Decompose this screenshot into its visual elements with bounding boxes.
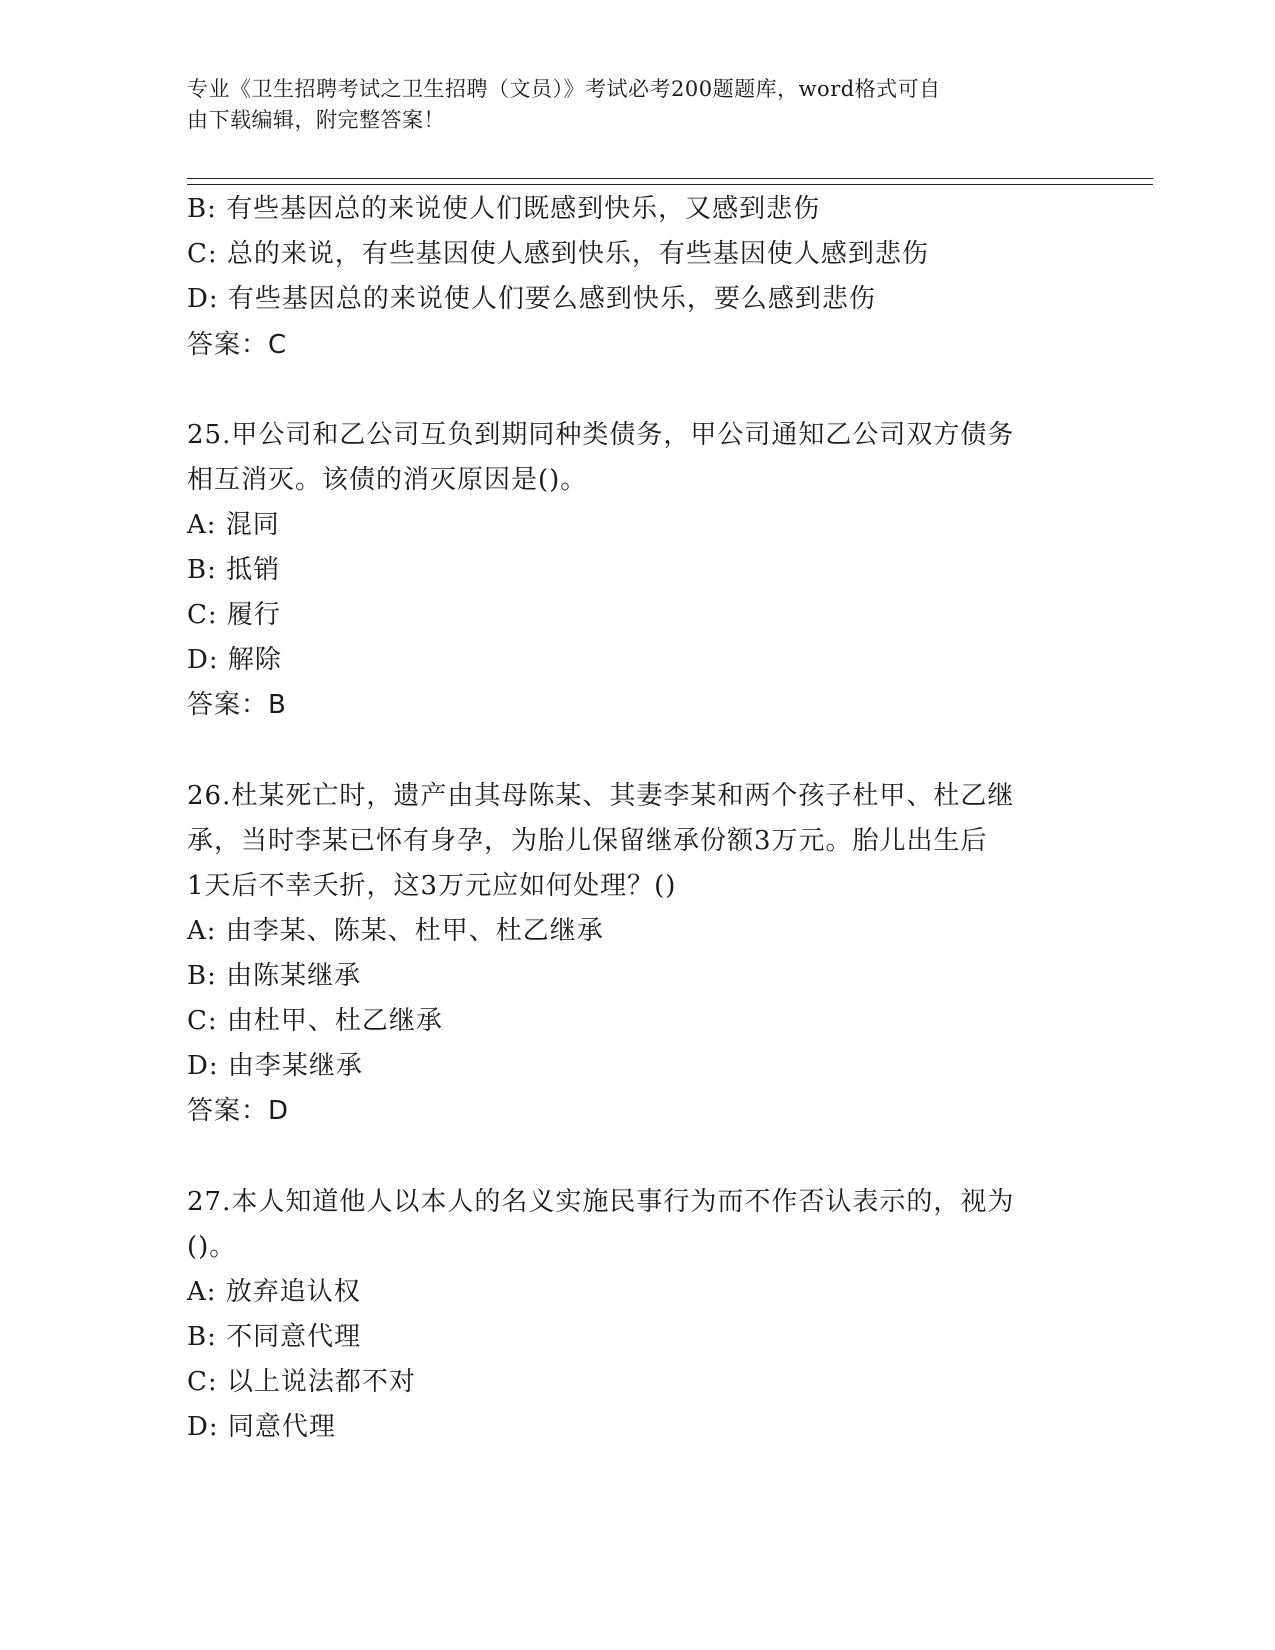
q24-option-d: D: 有些基因总的来说使人们要么感到快乐，要么感到悲伤 xyxy=(187,284,876,314)
q27-option-d: D: 同意代理 xyxy=(187,1412,336,1442)
q24-option-b: B: 有些基因总的来说使人们既感到快乐，又感到悲伤 xyxy=(187,194,821,224)
header-line-1: 专业《卫生招聘考试之卫生招聘（文员）》考试必考200题题库，word格式可自 xyxy=(187,77,941,101)
q25-option-b: B: 抵销 xyxy=(187,555,281,585)
document-header xyxy=(187,74,1067,136)
q26-stem-line-2: 承，当时李某已怀有身孕，为胎儿保留继承份额3万元。胎儿出生后 xyxy=(187,826,988,856)
q26-answer: 答案：D xyxy=(187,1096,290,1126)
header-divider-bottom xyxy=(187,184,1153,185)
q26-stem-line-1: 26.杜某死亡时，遗产由其母陈某、其妻李某和两个孩子杜甲、杜乙继 xyxy=(187,781,1015,811)
q27-option-c: C: 以上说法都不对 xyxy=(187,1367,416,1397)
q27-stem-line-2: ()。 xyxy=(187,1232,237,1262)
q25-option-c: C: 履行 xyxy=(187,600,281,630)
q24-option-c: C: 总的来说，有些基因使人感到快乐，有些基因使人感到悲伤 xyxy=(187,239,929,269)
header-line-2: 由下载编辑，附完整答案！ xyxy=(187,108,445,132)
q26-option-c: C: 由杜甲、杜乙继承 xyxy=(187,1006,443,1036)
header-divider-top xyxy=(187,178,1153,179)
q26-option-a: A: 由李某、陈某、杜甲、杜乙继承 xyxy=(187,916,604,946)
q25-stem-line-2: 相互消灭。该债的消灭原因是()。 xyxy=(187,465,588,495)
q27-option-a: A: 放弃追认权 xyxy=(187,1277,361,1307)
q27-stem-line-1: 27.本人知道他人以本人的名义实施民事行为而不作否认表示的，视为 xyxy=(187,1187,1015,1217)
q26-stem-line-3: 1天后不幸夭折，这3万元应如何处理？() xyxy=(187,871,677,901)
q26-option-d: D: 由李某继承 xyxy=(187,1051,363,1081)
q26-option-b: B: 由陈某继承 xyxy=(187,961,362,991)
q25-option-a: A: 混同 xyxy=(187,510,280,540)
q25-answer: 答案：B xyxy=(187,690,287,720)
q25-option-d: D: 解除 xyxy=(187,645,282,675)
q27-option-b: B: 不同意代理 xyxy=(187,1322,362,1352)
q25-stem-line-1: 25.甲公司和乙公司互负到期同种类债务，甲公司通知乙公司双方债务 xyxy=(187,420,1015,450)
q24-answer: 答案：C xyxy=(187,330,288,360)
